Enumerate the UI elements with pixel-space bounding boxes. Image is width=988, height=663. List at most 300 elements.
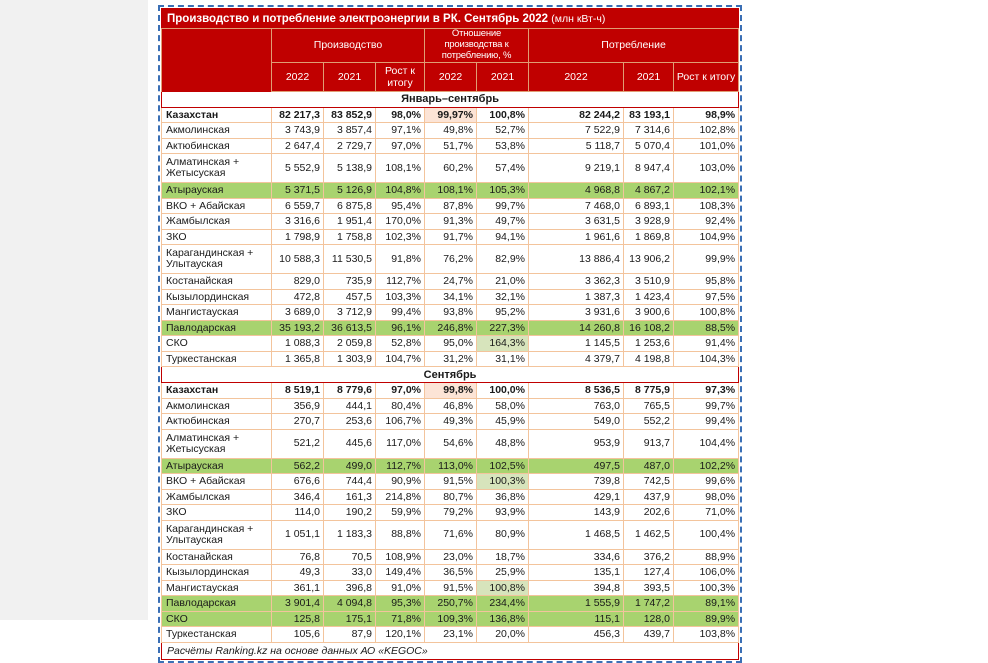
value-cell: 6 875,8 <box>324 198 376 214</box>
value-cell: 170,0% <box>376 214 425 230</box>
value-cell: 87,9 <box>324 627 376 643</box>
table-row <box>162 123 739 139</box>
value-cell: 5 126,9 <box>324 183 376 199</box>
value-cell: 499,0 <box>324 458 376 474</box>
value-cell: 472,8 <box>272 289 324 305</box>
section-header: Сентябрь <box>162 367 739 383</box>
value-cell: 99,7% <box>477 198 529 214</box>
value-cell: 102,8% <box>674 123 739 139</box>
value-cell: 429,1 <box>529 489 624 505</box>
value-cell: 437,9 <box>624 489 674 505</box>
value-cell: 88,8% <box>376 520 425 549</box>
value-cell: 93,8% <box>425 305 477 321</box>
region-cell: ВКО + Абайская <box>162 198 272 214</box>
value-cell: 104,9% <box>674 229 739 245</box>
value-cell: 54,6% <box>425 429 477 458</box>
value-cell: 5 118,7 <box>529 138 624 154</box>
value-cell: 97,5% <box>674 289 739 305</box>
value-cell: 549,0 <box>529 414 624 430</box>
value-cell: 114,0 <box>272 505 324 521</box>
value-cell: 1 869,8 <box>624 229 674 245</box>
table-row <box>162 489 739 505</box>
value-cell: 1 423,4 <box>624 289 674 305</box>
value-cell: 108,1% <box>425 183 477 199</box>
value-cell: 99,7% <box>674 398 739 414</box>
value-cell: 439,7 <box>624 627 674 643</box>
value-cell: 14 260,8 <box>529 320 624 336</box>
value-cell: 80,4% <box>376 398 425 414</box>
value-cell: 23,1% <box>425 627 477 643</box>
value-cell: 552,2 <box>624 414 674 430</box>
table-row <box>162 138 739 154</box>
value-cell: 334,6 <box>529 549 624 565</box>
value-cell: 8 519,1 <box>272 383 324 399</box>
corner-cell <box>162 29 272 92</box>
value-cell: 95,8% <box>674 274 739 290</box>
value-cell: 99,8% <box>425 383 477 399</box>
value-cell: 80,7% <box>425 489 477 505</box>
value-cell: 3 900,6 <box>624 305 674 321</box>
value-cell: 109,3% <box>425 611 477 627</box>
region-cell: ВКО + Абайская <box>162 474 272 490</box>
value-cell: 98,0% <box>674 489 739 505</box>
value-cell: 83 852,9 <box>324 107 376 123</box>
region-cell: Жамбылская <box>162 214 272 230</box>
value-cell: 100,0% <box>477 383 529 399</box>
table-row <box>162 274 739 290</box>
value-cell: 227,3% <box>477 320 529 336</box>
value-cell: 7 468,0 <box>529 198 624 214</box>
value-cell: 82 244,2 <box>529 107 624 123</box>
value-cell: 91,0% <box>376 580 425 596</box>
value-cell: 99,97% <box>425 107 477 123</box>
value-cell: 4 379,7 <box>529 351 624 367</box>
spreadsheet-print-area <box>158 5 742 663</box>
value-cell: 125,8 <box>272 611 324 627</box>
value-cell: 76,2% <box>425 245 477 274</box>
value-cell: 102,2% <box>674 458 739 474</box>
value-cell: 1 145,5 <box>529 336 624 352</box>
value-cell: 1 798,9 <box>272 229 324 245</box>
value-cell: 913,7 <box>624 429 674 458</box>
column-header: 2021 <box>477 62 529 91</box>
source-row <box>162 642 739 659</box>
value-cell: 105,3% <box>477 183 529 199</box>
value-cell: 3 362,3 <box>529 274 624 290</box>
value-cell: 161,3 <box>324 489 376 505</box>
value-cell: 1 253,6 <box>624 336 674 352</box>
column-group-row <box>162 29 739 63</box>
table-row <box>162 305 739 321</box>
group-header-ratio: Отношение производства к потреблению, % <box>425 29 529 63</box>
value-cell: 676,6 <box>272 474 324 490</box>
value-cell: 91,5% <box>425 474 477 490</box>
value-cell: 1 951,4 <box>324 214 376 230</box>
value-cell: 562,2 <box>272 458 324 474</box>
value-cell: 356,9 <box>272 398 324 414</box>
region-cell: Мангистауская <box>162 580 272 596</box>
value-cell: 99,4% <box>674 414 739 430</box>
value-cell: 100,8% <box>477 580 529 596</box>
value-cell: 13 906,2 <box>624 245 674 274</box>
value-cell: 53,8% <box>477 138 529 154</box>
value-cell: 82,9% <box>477 245 529 274</box>
value-cell: 108,9% <box>376 549 425 565</box>
value-cell: 79,2% <box>425 505 477 521</box>
value-cell: 128,0 <box>624 611 674 627</box>
value-cell: 93,9% <box>477 505 529 521</box>
value-cell: 101,0% <box>674 138 739 154</box>
value-cell: 13 886,4 <box>529 245 624 274</box>
value-cell: 18,7% <box>477 549 529 565</box>
table-row <box>162 580 739 596</box>
value-cell: 97,0% <box>376 138 425 154</box>
value-cell: 115,1 <box>529 611 624 627</box>
value-cell: 35 193,2 <box>272 320 324 336</box>
section-header: Январь–сентябрь <box>162 91 739 107</box>
value-cell: 89,1% <box>674 596 739 612</box>
region-cell: Алматинская + Жетысуская <box>162 429 272 458</box>
value-cell: 136,8% <box>477 611 529 627</box>
value-cell: 71,6% <box>425 520 477 549</box>
value-cell: 5 552,9 <box>272 154 324 183</box>
value-cell: 3 928,9 <box>624 214 674 230</box>
value-cell: 394,8 <box>529 580 624 596</box>
value-cell: 57,4% <box>477 154 529 183</box>
value-cell: 91,4% <box>674 336 739 352</box>
value-cell: 456,3 <box>529 627 624 643</box>
value-cell: 4 968,8 <box>529 183 624 199</box>
value-cell: 104,3% <box>674 351 739 367</box>
value-cell: 52,7% <box>477 123 529 139</box>
value-cell: 8 947,4 <box>624 154 674 183</box>
value-cell: 100,4% <box>674 520 739 549</box>
value-cell: 1 183,3 <box>324 520 376 549</box>
table-title-row <box>162 9 739 29</box>
value-cell: 83 193,1 <box>624 107 674 123</box>
table-row <box>162 289 739 305</box>
region-cell: Мангистауская <box>162 305 272 321</box>
region-cell: Алматинская + Жетысуская <box>162 154 272 183</box>
value-cell: 33,0 <box>324 565 376 581</box>
region-cell: СКО <box>162 611 272 627</box>
value-cell: 95,3% <box>376 596 425 612</box>
value-cell: 92,4% <box>674 214 739 230</box>
column-header: 2022 <box>529 62 624 91</box>
value-cell: 253,6 <box>324 414 376 430</box>
value-cell: 100,8% <box>674 305 739 321</box>
value-cell: 49,7% <box>477 214 529 230</box>
value-cell: 46,8% <box>425 398 477 414</box>
value-cell: 11 530,5 <box>324 245 376 274</box>
group-header-production: Производство <box>272 29 425 63</box>
table-row <box>162 336 739 352</box>
value-cell: 3 510,9 <box>624 274 674 290</box>
value-cell: 16 108,2 <box>624 320 674 336</box>
value-cell: 98,9% <box>674 107 739 123</box>
table-row <box>162 505 739 521</box>
region-cell: Атырауская <box>162 458 272 474</box>
value-cell: 5 371,5 <box>272 183 324 199</box>
table-row <box>162 229 739 245</box>
value-cell: 120,1% <box>376 627 425 643</box>
value-cell: 149,4% <box>376 565 425 581</box>
value-cell: 7 314,6 <box>624 123 674 139</box>
value-cell: 127,4 <box>624 565 674 581</box>
value-cell: 1 758,8 <box>324 229 376 245</box>
group-header-consumption: Потребление <box>529 29 739 63</box>
value-cell: 89,9% <box>674 611 739 627</box>
value-cell: 376,2 <box>624 549 674 565</box>
table-row <box>162 107 739 123</box>
value-cell: 164,3% <box>477 336 529 352</box>
value-cell: 36,8% <box>477 489 529 505</box>
value-cell: 487,0 <box>624 458 674 474</box>
column-header: Рост к итогу <box>674 62 739 91</box>
region-cell: ЗКО <box>162 505 272 521</box>
value-cell: 91,7% <box>425 229 477 245</box>
value-cell: 103,8% <box>674 627 739 643</box>
value-cell: 88,5% <box>674 320 739 336</box>
value-cell: 102,3% <box>376 229 425 245</box>
value-cell: 1 468,5 <box>529 520 624 549</box>
value-cell: 1 555,9 <box>529 596 624 612</box>
table-row <box>162 351 739 367</box>
value-cell: 3 857,4 <box>324 123 376 139</box>
value-cell: 58,0% <box>477 398 529 414</box>
value-cell: 49,8% <box>425 123 477 139</box>
value-cell: 6 893,1 <box>624 198 674 214</box>
value-cell: 45,9% <box>477 414 529 430</box>
value-cell: 175,1 <box>324 611 376 627</box>
value-cell: 744,4 <box>324 474 376 490</box>
value-cell: 742,5 <box>624 474 674 490</box>
value-cell: 99,4% <box>376 305 425 321</box>
value-cell: 91,8% <box>376 245 425 274</box>
table-row <box>162 627 739 643</box>
section-header-row <box>162 367 739 383</box>
value-cell: 106,0% <box>674 565 739 581</box>
value-cell: 1 051,1 <box>272 520 324 549</box>
region-cell: Атырауская <box>162 183 272 199</box>
electricity-table <box>161 8 739 660</box>
region-cell: Жамбылская <box>162 489 272 505</box>
value-cell: 2 647,4 <box>272 138 324 154</box>
table-title <box>162 9 739 29</box>
region-cell: Кызылординская <box>162 565 272 581</box>
value-cell: 88,9% <box>674 549 739 565</box>
region-cell: Павлодарская <box>162 320 272 336</box>
value-cell: 49,3 <box>272 565 324 581</box>
value-cell: 36,5% <box>425 565 477 581</box>
value-cell: 34,1% <box>425 289 477 305</box>
value-cell: 396,8 <box>324 580 376 596</box>
value-cell: 100,3% <box>674 580 739 596</box>
region-cell: ЗКО <box>162 229 272 245</box>
value-cell: 457,5 <box>324 289 376 305</box>
value-cell: 7 522,9 <box>529 123 624 139</box>
value-cell: 4 094,8 <box>324 596 376 612</box>
table-row <box>162 183 739 199</box>
value-cell: 102,5% <box>477 458 529 474</box>
value-cell: 445,6 <box>324 429 376 458</box>
table-row <box>162 596 739 612</box>
value-cell: 3 631,5 <box>529 214 624 230</box>
value-cell: 24,7% <box>425 274 477 290</box>
table-row <box>162 214 739 230</box>
value-cell: 3 901,4 <box>272 596 324 612</box>
region-cell: Акмолинская <box>162 398 272 414</box>
table-row <box>162 611 739 627</box>
value-cell: 48,8% <box>477 429 529 458</box>
region-cell: Костанайская <box>162 549 272 565</box>
region-cell: Туркестанская <box>162 627 272 643</box>
column-header: 2022 <box>425 62 477 91</box>
value-cell: 5 138,9 <box>324 154 376 183</box>
value-cell: 3 689,0 <box>272 305 324 321</box>
value-cell: 31,1% <box>477 351 529 367</box>
value-cell: 9 219,1 <box>529 154 624 183</box>
value-cell: 98,0% <box>376 107 425 123</box>
value-cell: 953,9 <box>529 429 624 458</box>
value-cell: 97,0% <box>376 383 425 399</box>
value-cell: 95,2% <box>477 305 529 321</box>
value-cell: 135,1 <box>529 565 624 581</box>
value-cell: 70,5 <box>324 549 376 565</box>
value-cell: 52,8% <box>376 336 425 352</box>
value-cell: 25,9% <box>477 565 529 581</box>
value-cell: 4 867,2 <box>624 183 674 199</box>
value-cell: 214,8% <box>376 489 425 505</box>
value-cell: 95,4% <box>376 198 425 214</box>
column-header: Рост к итогу <box>376 62 425 91</box>
value-cell: 113,0% <box>425 458 477 474</box>
region-cell: Казахстан <box>162 383 272 399</box>
table-row <box>162 549 739 565</box>
value-cell: 100,8% <box>477 107 529 123</box>
value-cell: 497,5 <box>529 458 624 474</box>
page-margin-strip <box>0 0 148 620</box>
value-cell: 234,4% <box>477 596 529 612</box>
region-cell: Казахстан <box>162 107 272 123</box>
value-cell: 36 613,5 <box>324 320 376 336</box>
table-row <box>162 520 739 549</box>
table-row <box>162 414 739 430</box>
value-cell: 60,2% <box>425 154 477 183</box>
value-cell: 96,1% <box>376 320 425 336</box>
value-cell: 102,1% <box>674 183 739 199</box>
value-cell: 270,7 <box>272 414 324 430</box>
value-cell: 117,0% <box>376 429 425 458</box>
table-row <box>162 198 739 214</box>
value-cell: 2 729,7 <box>324 138 376 154</box>
value-cell: 3 743,9 <box>272 123 324 139</box>
value-cell: 765,5 <box>624 398 674 414</box>
value-cell: 763,0 <box>529 398 624 414</box>
region-cell: Карагандинская + Улытауская <box>162 245 272 274</box>
value-cell: 6 559,7 <box>272 198 324 214</box>
region-cell: Кызылординская <box>162 289 272 305</box>
value-cell: 104,8% <box>376 183 425 199</box>
table-row <box>162 383 739 399</box>
value-cell: 103,3% <box>376 289 425 305</box>
value-cell: 21,0% <box>477 274 529 290</box>
value-cell: 99,9% <box>674 245 739 274</box>
value-cell: 1 747,2 <box>624 596 674 612</box>
table-row <box>162 429 739 458</box>
value-cell: 1 365,8 <box>272 351 324 367</box>
value-cell: 3 316,6 <box>272 214 324 230</box>
value-cell: 202,6 <box>624 505 674 521</box>
value-cell: 346,4 <box>272 489 324 505</box>
value-cell: 80,9% <box>477 520 529 549</box>
value-cell: 91,3% <box>425 214 477 230</box>
value-cell: 112,7% <box>376 274 425 290</box>
region-cell: Павлодарская <box>162 596 272 612</box>
region-cell: Акмолинская <box>162 123 272 139</box>
value-cell: 99,6% <box>674 474 739 490</box>
value-cell: 71,0% <box>674 505 739 521</box>
value-cell: 100,3% <box>477 474 529 490</box>
table-row <box>162 458 739 474</box>
section-header-row <box>162 91 739 107</box>
value-cell: 246,8% <box>425 320 477 336</box>
value-cell: 361,1 <box>272 580 324 596</box>
value-cell: 104,7% <box>376 351 425 367</box>
value-cell: 3 931,6 <box>529 305 624 321</box>
value-cell: 32,1% <box>477 289 529 305</box>
value-cell: 94,1% <box>477 229 529 245</box>
value-cell: 143,9 <box>529 505 624 521</box>
value-cell: 739,8 <box>529 474 624 490</box>
value-cell: 49,3% <box>425 414 477 430</box>
value-cell: 10 588,3 <box>272 245 324 274</box>
value-cell: 8 536,5 <box>529 383 624 399</box>
value-cell: 105,6 <box>272 627 324 643</box>
value-cell: 106,7% <box>376 414 425 430</box>
region-cell: Актюбинская <box>162 138 272 154</box>
value-cell: 76,8 <box>272 549 324 565</box>
table-title-unit: (млн кВт-ч) <box>551 12 606 25</box>
value-cell: 393,5 <box>624 580 674 596</box>
value-cell: 31,2% <box>425 351 477 367</box>
value-cell: 1 303,9 <box>324 351 376 367</box>
value-cell: 829,0 <box>272 274 324 290</box>
region-cell: Туркестанская <box>162 351 272 367</box>
source-note: Расчёты Ranking.kz на основе данных АО «KEGOC» <box>162 642 739 659</box>
region-cell: Карагандинская + Улытауская <box>162 520 272 549</box>
value-cell: 97,3% <box>674 383 739 399</box>
value-cell: 71,8% <box>376 611 425 627</box>
value-cell: 735,9 <box>324 274 376 290</box>
value-cell: 103,0% <box>674 154 739 183</box>
value-cell: 112,7% <box>376 458 425 474</box>
region-cell: Актюбинская <box>162 414 272 430</box>
value-cell: 95,0% <box>425 336 477 352</box>
table-row <box>162 320 739 336</box>
value-cell: 91,5% <box>425 580 477 596</box>
value-cell: 250,7% <box>425 596 477 612</box>
column-header: 2021 <box>624 62 674 91</box>
value-cell: 1 961,6 <box>529 229 624 245</box>
value-cell: 8 779,6 <box>324 383 376 399</box>
value-cell: 444,1 <box>324 398 376 414</box>
table-title-text: Производство и потребление электроэнергии в РК. Сентябрь 2022 <box>167 12 549 25</box>
table-row <box>162 398 739 414</box>
value-cell: 20,0% <box>477 627 529 643</box>
value-cell: 1 462,5 <box>624 520 674 549</box>
table-row <box>162 474 739 490</box>
